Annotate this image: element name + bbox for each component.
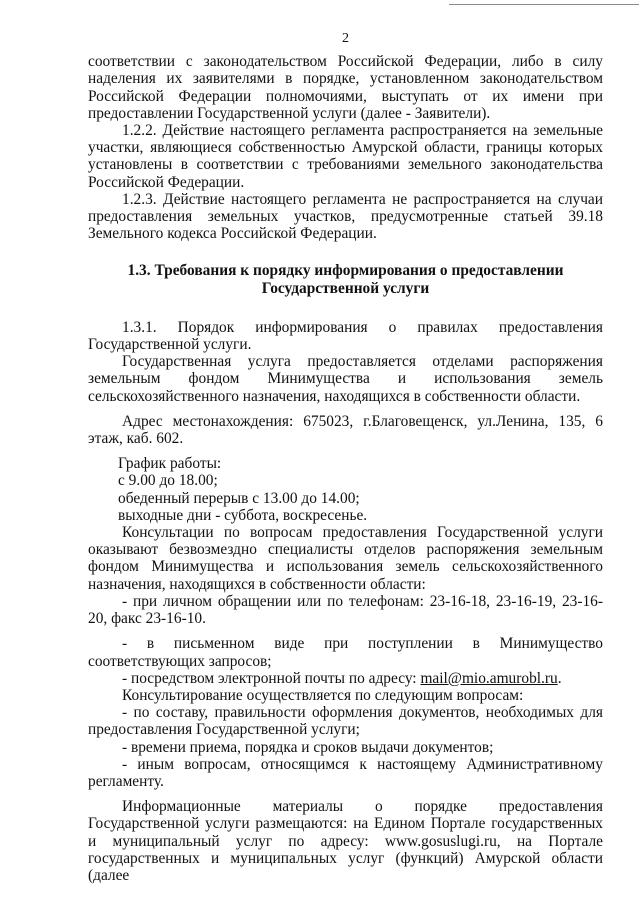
page-number: 2 bbox=[342, 31, 349, 46]
paragraph-1-2-3: 1.2.3. Действие настоящего регламента не распространяется на случаи предоставления земельных участков, предусмотренные статьей 39.18 Земельного кодекса Российской Федерации. bbox=[88, 190, 603, 243]
bullet-email-suffix: . bbox=[557, 669, 562, 687]
schedule-weekend: выходные дни - суббота, воскресенье. bbox=[118, 506, 368, 524]
document-page bbox=[88, 30, 603, 884]
section-heading-1-3: 1.3. Требования к порядку информирования о предоставлении Государственной услуги bbox=[127, 262, 564, 297]
paragraph-1-3-1: 1.3.1. Порядок информирования о правилах предоставления Государственной услуги. bbox=[88, 318, 603, 354]
paragraph-address: Адрес местонахождения: 675023, г.Благовещенск, ул.Ленина, 135, 6 этаж, каб. 602. bbox=[88, 412, 603, 448]
bullet-phone: - при личном обращении или по телефонам: 23-16-18, 23-16-19, 23-16-20, факс 23-16-10. bbox=[88, 592, 603, 628]
bullet-composition: - по составу, правильности оформления документов, необходимых для предоставления Государственной услуги; bbox=[88, 704, 603, 739]
bullet-time: - времени приема, порядка и сроков выдачи документов; bbox=[122, 738, 494, 756]
paragraph-info-materials: Информационные материалы о порядке предоставления Государственной услуги размещаются: на Едином Портале государственных и муниципальный услуг по адресу: www.gosuslugi.ru, на Портале государственных и муниципальных услуг (функций) Амурской области (далее bbox=[88, 798, 603, 884]
paragraph-consultations: Консультации по вопросам предоставления Государственной услуги оказывают безвозмездно специалисты отделов распоряжения земельным фондом Минимущества и использования земель сельскохозяйственного назначения, находящихся в собственности области: bbox=[88, 524, 603, 593]
bullet-email-prefix: - посредством электронной почты по адресу: bbox=[122, 669, 421, 687]
email-link[interactable]: mail@mio.amurobl.ru bbox=[420, 669, 558, 687]
bullet-other: - иным вопросам, относящимся к настоящему Административному регламенту. bbox=[88, 755, 603, 790]
bullet-written: - в письменном виде при поступлении в Минимущество соответствующих запросов; bbox=[88, 635, 603, 670]
schedule-lunch: обеденный перерыв с 13.00 до 14.00; bbox=[118, 489, 360, 507]
paragraph-questions: Консультирование осуществляется по следующим вопросам: bbox=[122, 686, 524, 704]
scan-edge-line bbox=[449, 4, 639, 5]
bullet-email bbox=[88, 670, 603, 687]
schedule-title: График работы: bbox=[118, 455, 222, 473]
paragraph-applicants: соответствии с законодательством Российской Федерации, либо в силу наделения их заявителями в порядке, установленном законодательством Российской Федерации полномочиями, выступать от их имени при предоставлении Государственной услуги (далее - Заявители). bbox=[88, 53, 603, 122]
paragraph-1-2-2: 1.2.2. Действие настоящего регламента распространяется на земельные участки, являющиеся собственностью Амурской области, границы которых установлены в соответствии с требованиями земельного законодательства Российской Федерации. bbox=[88, 122, 603, 191]
schedule-hours: с 9.00 до 18.00; bbox=[118, 472, 218, 490]
paragraph-service-provided: Государственная услуга предоставляется отделами распоряжения земельным фондом Минимущества и использования земель сельскохозяйственного назначения, находящихся в собственности области. bbox=[88, 353, 603, 405]
